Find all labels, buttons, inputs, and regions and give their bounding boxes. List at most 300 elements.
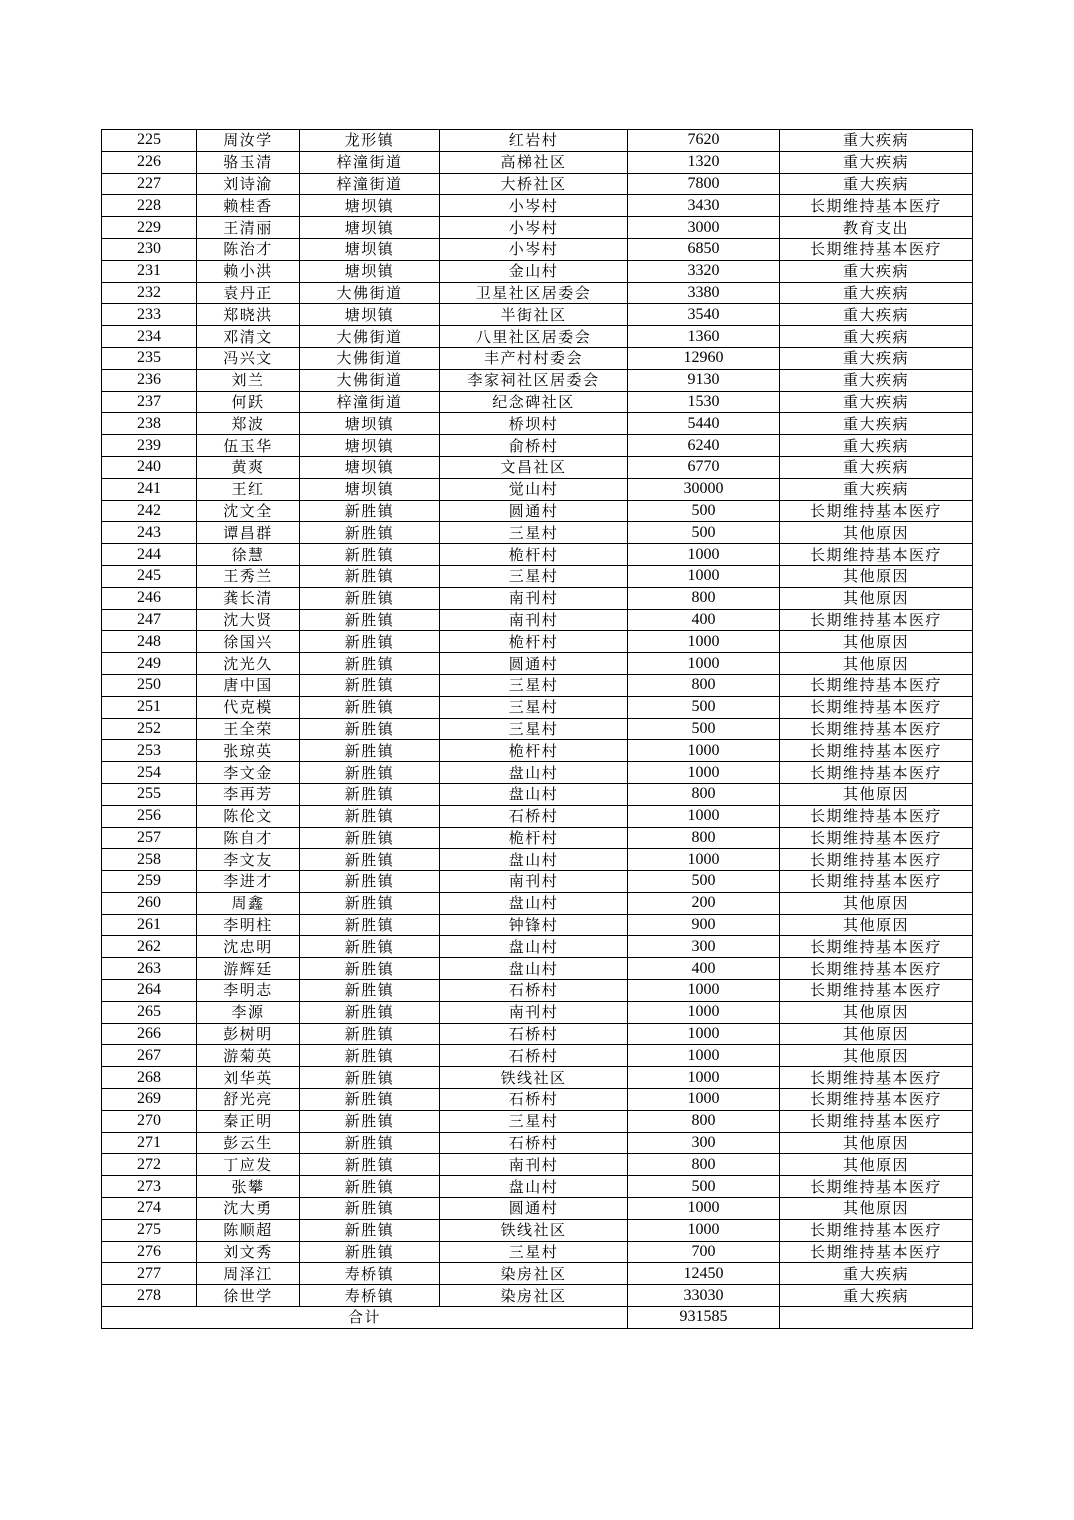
person-name-cell: 沈文全 [197, 500, 300, 522]
table-row [102, 1067, 973, 1089]
person-name-cell: 骆玉清 [197, 151, 300, 173]
reason-cell: 重大疾病 [780, 282, 973, 304]
row-number-cell: 242 [102, 500, 197, 522]
village-cell: 桅杆村 [440, 740, 628, 762]
village-cell: 三星村 [440, 522, 628, 544]
amount-cell: 500 [628, 500, 780, 522]
row-number-cell: 233 [102, 304, 197, 326]
amount-cell: 1320 [628, 151, 780, 173]
town-cell: 寿桥镇 [300, 1263, 440, 1285]
reason-cell: 重大疾病 [780, 369, 973, 391]
table-row [102, 587, 973, 609]
town-cell: 新胜镇 [300, 914, 440, 936]
reason-cell: 重大疾病 [780, 173, 973, 195]
row-number-cell: 259 [102, 871, 197, 893]
table-row [102, 653, 973, 675]
village-cell: 盘山村 [440, 892, 628, 914]
person-name-cell: 李进才 [197, 871, 300, 893]
person-name-cell: 周泽江 [197, 1263, 300, 1285]
row-number-cell: 241 [102, 478, 197, 500]
reason-cell: 重大疾病 [780, 304, 973, 326]
reason-cell: 其他原因 [780, 1154, 973, 1176]
table-row [102, 151, 973, 173]
reason-cell: 其他原因 [780, 1132, 973, 1154]
amount-cell: 800 [628, 1110, 780, 1132]
amount-cell: 1000 [628, 1219, 780, 1241]
reason-cell: 长期维持基本医疗 [780, 1067, 973, 1089]
table-row [102, 1132, 973, 1154]
table-row [102, 1219, 973, 1241]
person-name-cell: 王秀兰 [197, 565, 300, 587]
person-name-cell: 舒光亮 [197, 1089, 300, 1111]
amount-cell: 6240 [628, 435, 780, 457]
person-name-cell: 冯兴文 [197, 347, 300, 369]
person-name-cell: 王红 [197, 478, 300, 500]
village-cell: 铁线社区 [440, 1067, 628, 1089]
person-name-cell: 沈光久 [197, 653, 300, 675]
amount-cell: 1000 [628, 565, 780, 587]
row-number-cell: 243 [102, 522, 197, 544]
person-name-cell: 唐中国 [197, 674, 300, 696]
amount-cell: 1000 [628, 805, 780, 827]
table-row [102, 1198, 973, 1220]
person-name-cell: 徐国兴 [197, 631, 300, 653]
table-row [102, 958, 973, 980]
village-cell: 钟锋村 [440, 914, 628, 936]
person-name-cell: 邓清文 [197, 326, 300, 348]
reason-cell: 重大疾病 [780, 435, 973, 457]
amount-cell: 800 [628, 587, 780, 609]
person-name-cell: 陈顺超 [197, 1219, 300, 1241]
person-name-cell: 代克模 [197, 696, 300, 718]
person-name-cell: 伍玉华 [197, 435, 300, 457]
town-cell: 新胜镇 [300, 1001, 440, 1023]
table-row [102, 347, 973, 369]
town-cell: 新胜镇 [300, 609, 440, 631]
table-row [102, 674, 973, 696]
row-number-cell: 278 [102, 1285, 197, 1307]
person-name-cell: 李文友 [197, 849, 300, 871]
table-row [102, 914, 973, 936]
amount-cell: 1000 [628, 849, 780, 871]
town-cell: 新胜镇 [300, 1219, 440, 1241]
row-number-cell: 244 [102, 544, 197, 566]
person-name-cell: 周鑫 [197, 892, 300, 914]
town-cell: 新胜镇 [300, 1067, 440, 1089]
reason-cell: 长期维持基本医疗 [780, 1219, 973, 1241]
row-number-cell: 240 [102, 456, 197, 478]
row-number-cell: 273 [102, 1176, 197, 1198]
reason-cell: 教育支出 [780, 217, 973, 239]
amount-cell: 9130 [628, 369, 780, 391]
row-number-cell: 235 [102, 347, 197, 369]
amount-cell: 400 [628, 609, 780, 631]
row-number-cell: 255 [102, 783, 197, 805]
table-row [102, 565, 973, 587]
village-cell: 石桥村 [440, 1023, 628, 1045]
amount-cell: 900 [628, 914, 780, 936]
amount-cell: 7620 [628, 130, 780, 152]
amount-cell: 3540 [628, 304, 780, 326]
table-row [102, 631, 973, 653]
reason-cell: 其他原因 [780, 1001, 973, 1023]
row-number-cell: 234 [102, 326, 197, 348]
village-cell: 南刊村 [440, 871, 628, 893]
town-cell: 塘坝镇 [300, 478, 440, 500]
row-number-cell: 225 [102, 130, 197, 152]
person-name-cell: 沈大勇 [197, 1198, 300, 1220]
amount-cell: 1000 [628, 762, 780, 784]
village-cell: 盘山村 [440, 1176, 628, 1198]
village-cell: 小岑村 [440, 238, 628, 260]
reason-cell: 长期维持基本医疗 [780, 980, 973, 1002]
town-cell: 新胜镇 [300, 1154, 440, 1176]
row-number-cell: 229 [102, 217, 197, 239]
amount-cell: 1000 [628, 740, 780, 762]
village-cell: 盘山村 [440, 936, 628, 958]
amount-cell: 500 [628, 718, 780, 740]
village-cell: 圆通村 [440, 500, 628, 522]
table-row [102, 326, 973, 348]
amount-cell: 1000 [628, 1067, 780, 1089]
village-cell: 南刊村 [440, 1154, 628, 1176]
person-name-cell: 徐慧 [197, 544, 300, 566]
amount-cell: 3380 [628, 282, 780, 304]
total-amount: 931585 [628, 1307, 780, 1329]
amount-cell: 1000 [628, 1089, 780, 1111]
reason-cell: 长期维持基本医疗 [780, 1110, 973, 1132]
town-cell: 塘坝镇 [300, 217, 440, 239]
town-cell: 新胜镇 [300, 1023, 440, 1045]
row-number-cell: 248 [102, 631, 197, 653]
table-row [102, 1176, 973, 1198]
reason-cell: 重大疾病 [780, 478, 973, 500]
town-cell: 塘坝镇 [300, 238, 440, 260]
town-cell: 新胜镇 [300, 827, 440, 849]
table-row [102, 1263, 973, 1285]
amount-cell: 500 [628, 871, 780, 893]
village-cell: 圆通村 [440, 653, 628, 675]
table-row [102, 282, 973, 304]
person-name-cell: 游辉廷 [197, 958, 300, 980]
amount-cell: 12960 [628, 347, 780, 369]
row-number-cell: 267 [102, 1045, 197, 1067]
person-name-cell: 李再芳 [197, 783, 300, 805]
table-row [102, 696, 973, 718]
row-number-cell: 263 [102, 958, 197, 980]
village-cell: 盘山村 [440, 958, 628, 980]
table-row [102, 544, 973, 566]
reason-cell: 长期维持基本医疗 [780, 827, 973, 849]
town-cell: 新胜镇 [300, 653, 440, 675]
town-cell: 塘坝镇 [300, 413, 440, 435]
row-number-cell: 230 [102, 238, 197, 260]
town-cell: 塘坝镇 [300, 195, 440, 217]
village-cell: 丰产村村委会 [440, 347, 628, 369]
village-cell: 染房社区 [440, 1285, 628, 1307]
row-number-cell: 277 [102, 1263, 197, 1285]
row-number-cell: 251 [102, 696, 197, 718]
reason-cell: 其他原因 [780, 653, 973, 675]
person-name-cell: 李明柱 [197, 914, 300, 936]
town-cell: 寿桥镇 [300, 1285, 440, 1307]
amount-cell: 800 [628, 1154, 780, 1176]
town-cell: 塘坝镇 [300, 304, 440, 326]
table-row [102, 478, 973, 500]
town-cell: 新胜镇 [300, 500, 440, 522]
town-cell: 新胜镇 [300, 674, 440, 696]
town-cell: 塘坝镇 [300, 435, 440, 457]
table-row [102, 238, 973, 260]
table-row [102, 1241, 973, 1263]
amount-cell: 1000 [628, 1045, 780, 1067]
person-name-cell: 王全荣 [197, 718, 300, 740]
town-cell: 新胜镇 [300, 544, 440, 566]
village-cell: 红岩村 [440, 130, 628, 152]
person-name-cell: 刘诗渝 [197, 173, 300, 195]
village-cell: 南刊村 [440, 587, 628, 609]
village-cell: 觉山村 [440, 478, 628, 500]
amount-cell: 500 [628, 1176, 780, 1198]
person-name-cell: 黄爽 [197, 456, 300, 478]
person-name-cell: 陈自才 [197, 827, 300, 849]
reason-cell: 其他原因 [780, 1198, 973, 1220]
table-row [102, 762, 973, 784]
village-cell: 三星村 [440, 1241, 628, 1263]
village-cell: 大桥社区 [440, 173, 628, 195]
table-row [102, 740, 973, 762]
row-number-cell: 275 [102, 1219, 197, 1241]
row-number-cell: 268 [102, 1067, 197, 1089]
table-row [102, 522, 973, 544]
table-row [102, 1089, 973, 1111]
reason-cell: 其他原因 [780, 1045, 973, 1067]
amount-cell: 1360 [628, 326, 780, 348]
village-cell: 半街社区 [440, 304, 628, 326]
row-number-cell: 238 [102, 413, 197, 435]
village-cell: 桥坝村 [440, 413, 628, 435]
village-cell: 石桥村 [440, 805, 628, 827]
town-cell: 龙形镇 [300, 130, 440, 152]
reason-cell: 长期维持基本医疗 [780, 805, 973, 827]
town-cell: 新胜镇 [300, 565, 440, 587]
amount-cell: 1000 [628, 544, 780, 566]
row-number-cell: 231 [102, 260, 197, 282]
person-name-cell: 彭树明 [197, 1023, 300, 1045]
row-number-cell: 254 [102, 762, 197, 784]
reason-cell: 长期维持基本医疗 [780, 936, 973, 958]
amount-cell: 800 [628, 674, 780, 696]
person-name-cell: 王清丽 [197, 217, 300, 239]
reason-cell: 长期维持基本医疗 [780, 500, 973, 522]
amount-cell: 3320 [628, 260, 780, 282]
row-number-cell: 250 [102, 674, 197, 696]
table-row [102, 195, 973, 217]
amount-cell: 1530 [628, 391, 780, 413]
reason-cell: 长期维持基本医疗 [780, 1176, 973, 1198]
town-cell: 新胜镇 [300, 1132, 440, 1154]
reason-cell: 其他原因 [780, 522, 973, 544]
amount-cell: 800 [628, 827, 780, 849]
town-cell: 新胜镇 [300, 1045, 440, 1067]
reason-cell: 长期维持基本医疗 [780, 238, 973, 260]
reason-cell: 重大疾病 [780, 326, 973, 348]
person-name-cell: 谭昌群 [197, 522, 300, 544]
table-row [102, 980, 973, 1002]
reason-cell: 长期维持基本医疗 [780, 958, 973, 980]
row-number-cell: 226 [102, 151, 197, 173]
reason-cell: 重大疾病 [780, 347, 973, 369]
town-cell: 塘坝镇 [300, 456, 440, 478]
amount-cell: 300 [628, 936, 780, 958]
village-cell: 三星村 [440, 1110, 628, 1132]
amount-cell: 500 [628, 522, 780, 544]
table-row [102, 1001, 973, 1023]
reason-cell: 长期维持基本医疗 [780, 674, 973, 696]
person-name-cell: 刘华英 [197, 1067, 300, 1089]
amount-cell: 3430 [628, 195, 780, 217]
village-cell: 金山村 [440, 260, 628, 282]
town-cell: 大佛街道 [300, 369, 440, 391]
person-name-cell: 张琼英 [197, 740, 300, 762]
person-name-cell: 游菊英 [197, 1045, 300, 1067]
reason-cell: 重大疾病 [780, 1285, 973, 1307]
table-row [102, 936, 973, 958]
town-cell: 新胜镇 [300, 740, 440, 762]
amount-cell: 1000 [628, 653, 780, 675]
reason-cell: 其他原因 [780, 892, 973, 914]
amount-cell: 1000 [628, 631, 780, 653]
reason-cell: 长期维持基本医疗 [780, 1089, 973, 1111]
table-row [102, 849, 973, 871]
village-cell: 小岑村 [440, 195, 628, 217]
village-cell: 三星村 [440, 696, 628, 718]
town-cell: 新胜镇 [300, 1176, 440, 1198]
row-number-cell: 270 [102, 1110, 197, 1132]
town-cell: 新胜镇 [300, 958, 440, 980]
table-row [102, 173, 973, 195]
village-cell: 八里社区居委会 [440, 326, 628, 348]
town-cell: 新胜镇 [300, 892, 440, 914]
row-number-cell: 274 [102, 1198, 197, 1220]
reason-cell: 长期维持基本医疗 [780, 762, 973, 784]
town-cell: 新胜镇 [300, 1089, 440, 1111]
village-cell: 南刊村 [440, 609, 628, 631]
amount-cell: 200 [628, 892, 780, 914]
table-row [102, 260, 973, 282]
town-cell: 新胜镇 [300, 783, 440, 805]
village-cell: 石桥村 [440, 1132, 628, 1154]
person-name-cell: 赖桂香 [197, 195, 300, 217]
town-cell: 大佛街道 [300, 326, 440, 348]
reason-cell: 重大疾病 [780, 130, 973, 152]
village-cell: 盘山村 [440, 849, 628, 871]
reason-cell: 其他原因 [780, 783, 973, 805]
reason-cell: 长期维持基本医疗 [780, 609, 973, 631]
row-number-cell: 232 [102, 282, 197, 304]
reason-cell: 长期维持基本医疗 [780, 849, 973, 871]
person-name-cell: 李文金 [197, 762, 300, 784]
table-row [102, 413, 973, 435]
reason-cell: 重大疾病 [780, 391, 973, 413]
person-name-cell: 沈忠明 [197, 936, 300, 958]
table-row [102, 892, 973, 914]
town-cell: 新胜镇 [300, 587, 440, 609]
village-cell: 染房社区 [440, 1263, 628, 1285]
reason-cell: 重大疾病 [780, 151, 973, 173]
village-cell: 高梯社区 [440, 151, 628, 173]
reason-cell: 其他原因 [780, 587, 973, 609]
village-cell: 俞桥村 [440, 435, 628, 457]
amount-cell: 30000 [628, 478, 780, 500]
person-name-cell: 郑波 [197, 413, 300, 435]
person-name-cell: 龚长清 [197, 587, 300, 609]
person-name-cell: 秦正明 [197, 1110, 300, 1132]
village-cell: 三星村 [440, 674, 628, 696]
table-body [102, 130, 973, 1307]
table-row [102, 456, 973, 478]
amount-cell: 1000 [628, 1001, 780, 1023]
town-cell: 新胜镇 [300, 849, 440, 871]
reason-cell: 重大疾病 [780, 260, 973, 282]
table-row [102, 1023, 973, 1045]
person-name-cell: 丁应发 [197, 1154, 300, 1176]
village-cell: 圆通村 [440, 1198, 628, 1220]
village-cell: 石桥村 [440, 980, 628, 1002]
table-row [102, 1154, 973, 1176]
amount-cell: 33030 [628, 1285, 780, 1307]
table-row [102, 609, 973, 631]
row-number-cell: 253 [102, 740, 197, 762]
row-number-cell: 261 [102, 914, 197, 936]
total-reason [780, 1307, 973, 1329]
town-cell: 新胜镇 [300, 871, 440, 893]
row-number-cell: 246 [102, 587, 197, 609]
person-name-cell: 张攀 [197, 1176, 300, 1198]
town-cell: 大佛街道 [300, 282, 440, 304]
table-row [102, 391, 973, 413]
row-number-cell: 272 [102, 1154, 197, 1176]
village-cell: 文昌社区 [440, 456, 628, 478]
person-name-cell: 刘兰 [197, 369, 300, 391]
amount-cell: 6850 [628, 238, 780, 260]
reason-cell: 长期维持基本医疗 [780, 195, 973, 217]
table-row [102, 369, 973, 391]
row-number-cell: 258 [102, 849, 197, 871]
row-number-cell: 228 [102, 195, 197, 217]
village-cell: 李家祠社区居委会 [440, 369, 628, 391]
table-row [102, 435, 973, 457]
village-cell: 石桥村 [440, 1045, 628, 1067]
table-row [102, 304, 973, 326]
table-row [102, 827, 973, 849]
row-number-cell: 276 [102, 1241, 197, 1263]
table-row [102, 783, 973, 805]
amount-cell: 400 [628, 958, 780, 980]
person-name-cell: 赖小洪 [197, 260, 300, 282]
amount-cell: 500 [628, 696, 780, 718]
village-cell: 桅杆村 [440, 544, 628, 566]
village-cell: 石桥村 [440, 1089, 628, 1111]
village-cell: 桅杆村 [440, 631, 628, 653]
amount-cell: 300 [628, 1132, 780, 1154]
row-number-cell: 260 [102, 892, 197, 914]
row-number-cell: 262 [102, 936, 197, 958]
row-number-cell: 245 [102, 565, 197, 587]
row-number-cell: 249 [102, 653, 197, 675]
person-name-cell: 何跃 [197, 391, 300, 413]
table-row [102, 1285, 973, 1307]
